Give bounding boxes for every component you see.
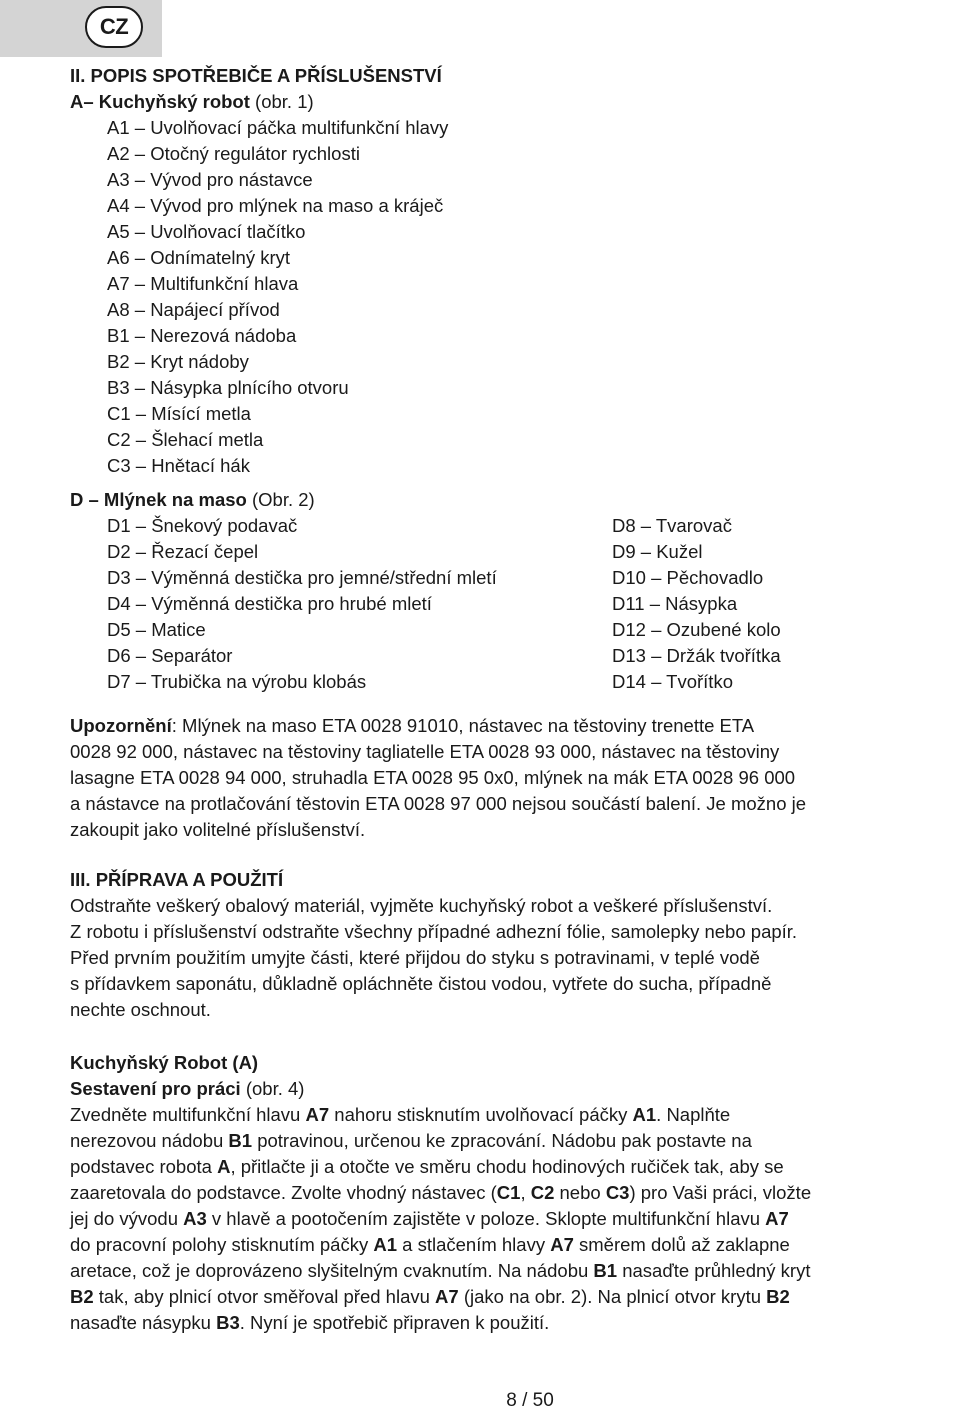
list-item: D1 – Šnekový podavač (107, 515, 298, 536)
subsection-a-ref: (obr. 1) (249, 91, 314, 112)
assembly-heading (70, 1076, 930, 1102)
text-run: , přitlačte ji a otočte ve směru chodu hodinových ručiček tak, aby se (230, 1156, 784, 1177)
subsection-d-title: D – Mlýnek na maso (70, 489, 247, 510)
preparation-paragraph (70, 893, 930, 1023)
parts-list-a (70, 115, 930, 479)
text-run: v hlavě a pootočením zajistěte v poloze. Sklopte multifunkční hlavu (206, 1208, 766, 1229)
preparation-line: Odstraňte veškerý obalový materiál, vyjměte kuchyňský robot a veškeré příslušenství. (70, 895, 773, 916)
assembly-line (70, 1284, 930, 1310)
list-item: D5 – Matice (107, 619, 206, 640)
list-item: B2 – Kryt nádoby (107, 351, 249, 372)
text-run: nerezovou nádobu (70, 1130, 229, 1151)
preparation-line: nechte oschnout. (70, 999, 211, 1020)
notice-label: Upozornění (70, 715, 172, 736)
parts-list-d (70, 513, 930, 695)
list-item: D4 – Výměnná destička pro hrubé mletí (107, 593, 432, 614)
part-reference: B1 (228, 1130, 253, 1151)
preparation-line: s přídavkem saponátu, důkladně opláchněte čistou vodou, vytřete do sucha, případně (70, 973, 772, 994)
text-run: , (520, 1182, 531, 1203)
assembly-title: Sestavení pro práci (70, 1078, 241, 1099)
language-tab (0, 0, 162, 57)
list-item: A1 – Uvolňovací páčka multifunkční hlavy (107, 117, 449, 138)
assembly-paragraph (70, 1102, 930, 1336)
assembly-line (70, 1180, 930, 1206)
assembly-line (70, 1310, 930, 1336)
notice-line: : Mlýnek na maso ETA 0028 91010, nástavec na těstoviny trenette ETA (171, 715, 755, 736)
text-run: aretace, což je doprovázeno slyšitelným cvaknutím. Na nádobu (70, 1260, 594, 1281)
list-item: D12 – Ozubené kolo (612, 619, 781, 640)
assembly-ref: (obr. 4) (240, 1078, 305, 1099)
list-item: A5 – Uvolňovací tlačítko (107, 221, 306, 242)
part-reference: A7 (305, 1104, 330, 1125)
assembly-line (70, 1206, 930, 1232)
text-run: jej do vývodu (70, 1208, 184, 1229)
list-item: D9 – Kužel (612, 541, 703, 562)
list-item: D10 – Pěchovadlo (612, 567, 764, 588)
list-item: B3 – Násypka plnícího otvoru (107, 377, 349, 398)
part-reference: B1 (593, 1260, 618, 1281)
subsection-a-title: A– Kuchyňský robot (70, 91, 250, 112)
part-reference: B2 (766, 1286, 790, 1307)
text-run: nahoru stisknutím uvolňovací páčky (329, 1104, 633, 1125)
part-reference: A7 (435, 1286, 459, 1307)
part-reference: A (217, 1156, 231, 1177)
parts-list-d-left (107, 513, 497, 695)
section-3-title: III. PŘÍPRAVA A POUŽITÍ (70, 869, 284, 890)
notice-line: lasagne ETA 0028 94 000, struhadla ETA 0028 95 0x0, mlýnek na mák ETA 0028 96 000 (70, 767, 796, 788)
part-reference: A1 (373, 1234, 398, 1255)
parts-list-d-right (612, 513, 781, 695)
list-item: A8 – Napájecí přívod (107, 299, 280, 320)
list-item: D3 – Výměnná destička pro jemné/střední mletí (107, 567, 497, 588)
notice-line: zakoupit jako volitelné příslušenství. (70, 819, 366, 840)
notice-paragraph (70, 713, 930, 843)
part-reference: A3 (183, 1208, 207, 1229)
text-run: tak, aby plnicí otvor směřoval před hlavu (93, 1286, 436, 1307)
list-item: C1 – Mísící metla (107, 403, 251, 424)
part-reference: C3 (605, 1182, 630, 1203)
part-reference: C1 (496, 1182, 521, 1203)
text-run: nasaďte průhledný kryt (617, 1260, 811, 1281)
section-2-title: II. POPIS SPOTŘEBIČE A PŘÍSLUŠENSTVÍ (70, 65, 442, 86)
part-reference: B2 (70, 1286, 94, 1307)
part-reference: A7 (765, 1208, 789, 1229)
preparation-line: Před prvním použitím umyjte části, které přijdou do styku s potravinami, v teplé vodě (70, 947, 760, 968)
list-item: D8 – Tvarovač (612, 515, 732, 536)
robot-heading: Kuchyňský Robot (A) (70, 1052, 259, 1073)
notice-line: 0028 92 000, nástavec na těstoviny tagliatelle ETA 0028 93 000, nástavec na těstoviny (70, 741, 780, 762)
list-item: B1 – Nerezová nádoba (107, 325, 297, 346)
list-item: A3 – Vývod pro nástavce (107, 169, 313, 190)
text-run: . Nyní je spotřebič připraven k použití. (239, 1312, 550, 1333)
list-item: D2 – Řezací čepel (107, 541, 259, 562)
text-run: nebo (554, 1182, 606, 1203)
text-run: ) pro Vaši práci, vložte (629, 1182, 812, 1203)
text-run: (jako na obr. 2). Na plnicí otvor krytu (458, 1286, 767, 1307)
text-run: podstavec robota (70, 1156, 218, 1177)
text-run: směrem dolů až zaklapne (573, 1234, 790, 1255)
page-number: 8 / 50 (506, 1390, 554, 1411)
list-item: D7 – Trubička na výrobu klobás (107, 671, 367, 692)
page-content (70, 63, 930, 1336)
list-item: D13 – Držák tvořítka (612, 645, 781, 666)
assembly-line (70, 1232, 930, 1258)
assembly-line (70, 1154, 930, 1180)
subsection-a-heading (70, 89, 930, 115)
list-item: D6 – Separátor (107, 645, 233, 666)
notice-line: a nástavce na protlačování těstovin ETA 0028 97 000 nejsou součástí balení. Je možno je (70, 793, 807, 814)
assembly-line (70, 1102, 930, 1128)
list-item: D11 – Násypka (612, 593, 738, 614)
assembly-line (70, 1128, 930, 1154)
list-item: A6 – Odnímatelný kryt (107, 247, 291, 268)
text-run: potravinou, určenou ke zpracování. Nádobu pak postavte na (252, 1130, 752, 1151)
list-item: A4 – Vývod pro mlýnek na maso a kráječ (107, 195, 444, 216)
text-run: do pracovní polohy stisknutím páčky (70, 1234, 374, 1255)
part-reference: C2 (530, 1182, 555, 1203)
list-item: A7 – Multifunkční hlava (107, 273, 299, 294)
list-item: D14 – Tvořítko (612, 671, 733, 692)
preparation-line: Z robotu i příslušenství odstraňte všechny případné adhezní fólie, samolepky nebo papír. (70, 921, 798, 942)
part-reference: A1 (632, 1104, 657, 1125)
list-item: C2 – Šlehací metla (107, 429, 264, 450)
text-run: nasaďte násypku (70, 1312, 217, 1333)
language-badge: CZ (85, 6, 143, 48)
list-item: C3 – Hnětací hák (107, 455, 250, 476)
part-reference: A7 (550, 1234, 574, 1255)
text-run: Zvedněte multifunkční hlavu (70, 1104, 306, 1125)
assembly-line (70, 1258, 930, 1284)
text-run: . Naplňte (656, 1104, 731, 1125)
text-run: a stlačením hlavy (397, 1234, 551, 1255)
list-item: A2 – Otočný regulátor rychlosti (107, 143, 360, 164)
subsection-d-heading (70, 487, 930, 513)
subsection-d-ref: (Obr. 2) (246, 489, 315, 510)
part-reference: B3 (216, 1312, 240, 1333)
text-run: zaaretovala do podstavce. Zvolte vhodný nástavec ( (70, 1182, 497, 1203)
